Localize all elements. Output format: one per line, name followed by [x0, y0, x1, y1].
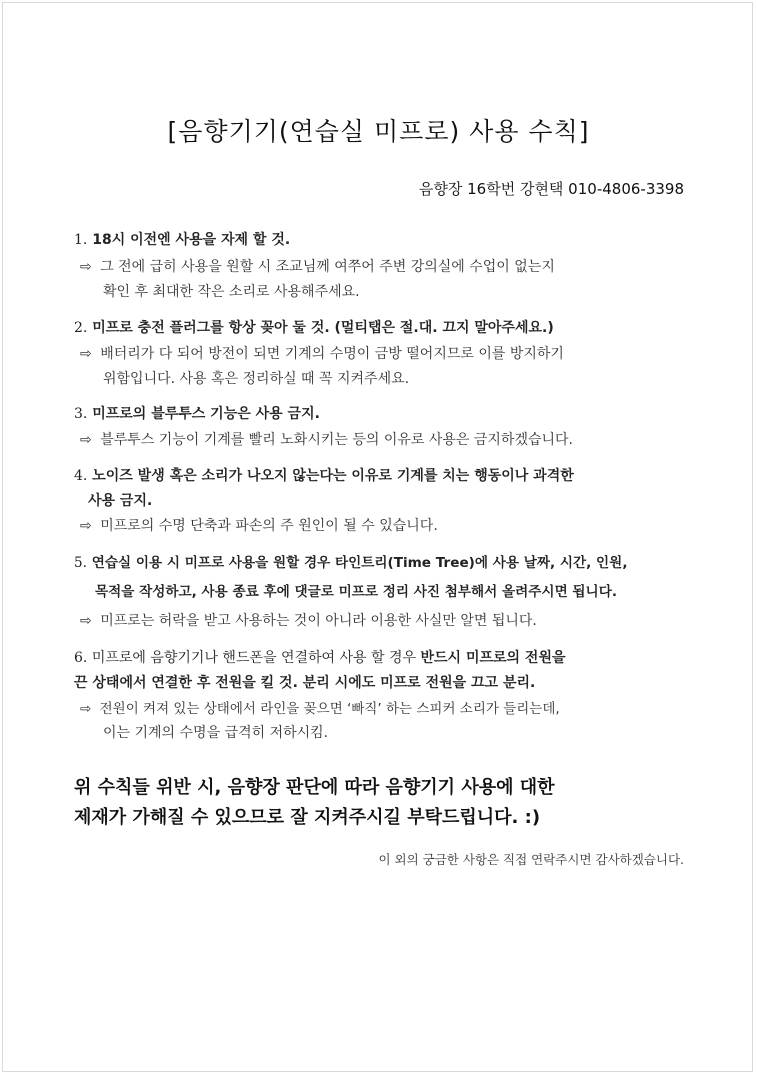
rule-6-number: 6.	[74, 650, 88, 666]
rule-2-sub1: 배터리가 다 되어 방전이 되면 기계의 수명이 금방 떨어지므로 이를 방지하기	[100, 346, 564, 362]
rule-1-sub2: 확인 후 최대한 작은 소리로 사용해주세요.	[103, 284, 360, 300]
rule-3-number: 3.	[74, 406, 88, 422]
rule-1-number: 1.	[74, 232, 88, 248]
rule-5-number: 5.	[74, 555, 87, 571]
rule-2-sub	[80, 343, 564, 363]
rule-3-sub1: 블루투스 기능이 기계를 빨리 노화시키는 등의 이유로 사용은 금지하겠습니다.	[100, 432, 574, 448]
arrow-icon: ⇨	[80, 259, 92, 275]
arrow-icon: ⇨	[80, 701, 92, 717]
arrow-icon: ⇨	[80, 613, 92, 629]
warning-line-1: 위 수칙들 위반 시, 음향장 판단에 따라 음향기기 사용에 대한	[74, 777, 555, 798]
rule-5-text: 연습실 이용 시 미프로 사용을 원할 경우 타인트리(Time Tree)에 사용 날짜, 시간, 인원,	[91, 555, 628, 571]
rule-1-sub	[80, 256, 555, 276]
arrow-icon: ⇨	[80, 432, 92, 448]
rule-3-main	[74, 403, 320, 423]
rule-4-text: 노이즈 발생 혹은 소리가 나오지 않는다는 이유로 기계를 치는 행동이나 과격한	[92, 468, 574, 484]
author-contact: 음향장 16학번 강현택 010-4806-3398	[418, 180, 684, 198]
rule-3-text: 미프로의 블루투스 기능은 사용 금지.	[92, 406, 320, 422]
rule-1-sub1: 그 전에 급히 사용을 원할 시 조교님께 여쭈어 주변 강의실에 수업이 없는지	[100, 259, 555, 275]
rule-4-main2: 사용 금지.	[88, 493, 153, 509]
arrow-icon: ⇨	[80, 346, 92, 362]
rule-6-sub1: 전원이 켜져 있는 상태에서 라인을 꽂으면 ‘빠직’ 하는 스피커 소리가 들리는데,	[99, 701, 560, 717]
page-border	[2, 2, 753, 1072]
rule-5-main2: 목적을 작성하고, 사용 종료 후에 댓글로 미프로 정리 사진 첨부해서 올려주시면 됩니다.	[95, 584, 617, 600]
rule-6-text-bold: 반드시 미프로의 전원을	[420, 650, 566, 666]
rule-6-sub2: 이는 기계의 수명을 급격히 저하시킴.	[103, 725, 329, 741]
rule-5-sub1: 미프로는 허락을 받고 사용하는 것이 아니라 이용한 사실만 알면 됩니다.	[100, 613, 537, 629]
rule-6-sub	[80, 697, 560, 717]
rule-4-sub1: 미프로의 수명 단축과 파손의 주 원인이 될 수 있습니다.	[100, 518, 438, 534]
rule-4-number: 4.	[74, 468, 88, 484]
rule-1-main	[74, 229, 290, 249]
rule-3-sub	[80, 429, 573, 449]
rule-2-text: 미프로 충전 플러그를 항상 꽂아 둘 것. (멀티탭은 절.대. 끄지 말아주세요.)	[92, 320, 554, 336]
rule-6-text: 미프로에 음향기기나 핸드폰을 연결하여 사용 할 경우	[91, 650, 417, 666]
document-title: [음향기기(연습실 미프로) 사용 수칙]	[167, 117, 590, 146]
rule-4-main	[74, 465, 574, 485]
rule-2-main	[74, 317, 554, 337]
rule-5-main	[74, 551, 627, 571]
rule-2-sub2: 위함입니다. 사용 혹은 정리하실 때 꼭 지켜주세요.	[103, 371, 410, 387]
rule-6-main	[74, 647, 566, 667]
rule-6-main2: 끈 상태에서 연결한 후 전원을 킬 것. 분리 시에도 미프로 전원을 끄고 분리.	[74, 675, 536, 691]
rule-2-number: 2.	[74, 320, 88, 336]
rule-5-sub	[80, 610, 537, 630]
rule-4-sub	[80, 515, 438, 535]
warning-line-2: 제재가 가해질 수 있으므로 잘 지켜주시길 부탁드립니다. :)	[74, 807, 541, 828]
rule-1-text: 18시 이전엔 사용을 자제 할 것.	[92, 232, 291, 248]
arrow-icon: ⇨	[80, 518, 92, 534]
footer-note: 이 외의 궁금한 사항은 직접 연락주시면 감사하겠습니다.	[378, 852, 684, 867]
